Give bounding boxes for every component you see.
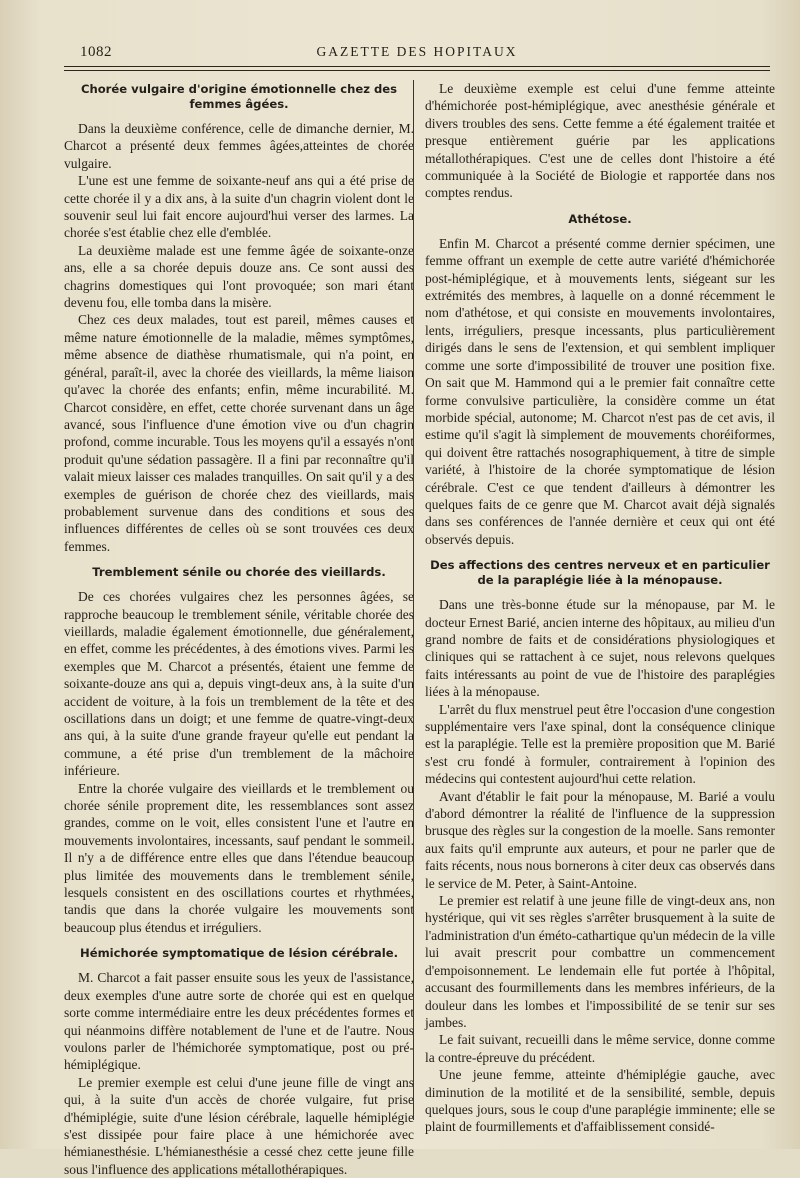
paragraph: Le premier exemple est celui d'une jeune fille de vingt ans qui, à la suite d'un accès de chorée vulgaire, fut prise d'hémiplégie, suite d'une lésion cérébrale, laquelle hémiplégie s'est dissipée pour faire place à une hémichorée avec hémianesthésie. L'hémianesthésie a cessé chez cette jeune fille sous l'influence des applications métallothérapiques.	[64, 1074, 414, 1177]
section-heading-paraplegie-menopause: Des affections des centres nerveux et en particulier de la paraplégie liée à la ménopause.	[430, 558, 770, 588]
paragraph: L'arrêt du flux menstruel peut être l'occasion d'une congestion supplémentaire vers l'axe spinal, dont la conséquence clinique est la paraplégie. Telle est la première proposition que M. Barié s'est cru fondé à formuler, contrairement à l'opinion des médecins qui contestent aujourd'hui cette relation.	[425, 701, 775, 787]
paragraph: La deuxième malade est une femme âgée de soixante-onze ans, elle a sa chorée depuis douze ans. Ce sont aussi des chagrins domestiques qui l'ont provoquée; son mari étant devenu fou, elle tomba dans la misère.	[64, 242, 414, 311]
paragraph: Enfin M. Charcot a présenté comme dernier spécimen, une femme offrant un exemple de cette autre variété d'hémichorée post-hémiplégique, et à mouvements lents, siégeant sur les extrémités des membres, à laquelle on a donné récemment le nom d'athétose, et qui consiste en mouvements involontaires, lents, irréguliers, presque incessants, plus particulièrement dirigés dans le sens de l'extension, et qui semblent impliquer comme une sorte d'impossibilité de trouver une position fixe. On sait que M. Hammond qui a le premier fait connaître cette forme convulsive particulière, la considère comme un état morbide spécial, autonome; M. Charcot n'est pas de cet avis, il estime qu'il s'agit là simplement de mouvements choréiformes, qui doivent être rattachés nosographiquement, à titre de simple variété, à l'histoire de la chorée symptomatique de lésion cérébrale. C'est ce que tendent d'ailleurs à démontrer les quelques faits de ce genre que M. Charcot avait déjà signalés dans ses conférences de l'année dernière et ceux qui ont été observés depuis.	[425, 235, 775, 547]
page-number: 1082	[80, 44, 112, 60]
paragraph: L'une est une femme de soixante-neuf ans qui a été prise de cette chorée il y a dix ans, à la suite d'un chagrin violent dont le souvenir seul lui fait encore aujourd'hui verser des larmes. La chorée s'est établie chez elle d'emblée.	[64, 173, 414, 241]
page-header	[64, 38, 770, 68]
paragraph: Chez ces deux malades, tout est pareil, mêmes causes et même nature émotionnelle de la maladie, mêmes symptômes, même absence de diathèse rhumatismale, qui n'a point, en général, paraît-il, avec la chorée des vieillards, la même liaison qu'avec la chorée des enfants; enfin, même incurabilité. M. Charcot considère, en effet, cette chorée survenant dans un âge avancé, sous l'influence d'une émotion vive ou d'un chagrin profond, comme incurable. Tous les moyens qu'il a essayés n'ont produit qu'une sédation passagère. Il a fini par reconnaître qu'il valait mieux laisser ces malades tranquilles. On sait qu'il y a des exemples de guérison de chorée chez des vieillards, mais probablement survenue dans des conditions et sous des influences différentes de celles où se sont trouvées ces deux femmes.	[64, 312, 414, 554]
paragraph: Dans la deuxième conférence, celle de dimanche dernier, M. Charcot a présenté deux femmes âgées,atteintes de chorée vulgaire.	[64, 121, 414, 171]
header-rule-thin	[64, 70, 770, 71]
paragraph: Avant d'établir le fait pour la ménopause, M. Barié a voulu d'abord démontrer la réalité de l'influence de la suppression brusque des règles sur la congestion de la moelle. Sans remonter aux faits qu'il emprunte aux auteurs, et pour ne parler que de faits récents, nous nous bornerons à citer deux cas observés dans le service de M. Peter, à Saint-Antoine.	[425, 788, 775, 891]
section-heading-hemichoree: Hémichorée symptomatique de lésion cérébrale.	[80, 946, 398, 961]
paragraph: Une jeune femme, atteinte d'hémiplégie gauche, avec diminution de la motilité et de la sensibilité, semble, depuis quelques jours, sous le coup d'une paraplégie imminente; elle se plaint de fourmillements et d'affaiblissement considé-	[425, 1067, 775, 1135]
right-column	[425, 80, 775, 1140]
paragraph: M. Charcot a fait passer ensuite sous les yeux de l'assistance, deux exemples d'une autre sorte de chorée qui est en quelque sorte comme intermédiaire entre les deux précédentes formes et qui néanmoins diffère notablement de l'une et de l'autre. Nous voulons parler de l'hémichorée symptomatique, post ou pré-hémiplégique.	[64, 970, 414, 1073]
journal-title: GAZETTE DES HOPITAUX	[316, 44, 518, 59]
left-column	[64, 80, 414, 1177]
header-rule	[64, 66, 770, 67]
paragraph: Le premier est relatif à une jeune fille de vingt-deux ans, non hystérique, qui vit ses règles s'arrêter brusquement à la suite de l'administration d'un éméto-cathartique qu'un médecin de la ville lui avait prescrit pour combattre un commencement d'empoisonnement. Le lendemain elle fut portée à l'hôpital, accusant des fourmillements dans les membres inférieurs, de la douleur dans les lombes et l'impossibilité de se tenir sur ses jambes.	[425, 893, 775, 1030]
paragraph: Dans une très-bonne étude sur la ménopause, par M. le docteur Ernest Barié, ancien interne des hôpitaux, au milieu d'un grand nombre de faits et de considérations physiologiques et cliniques qui se rattachent à ce sujet, nous relevons quelques faits intéressants au point de vue de l'histoire des paraplégies liées à la ménopause.	[425, 597, 775, 700]
section-heading-tremblement-senile: Tremblement sénile ou chorée des vieillards.	[92, 565, 386, 580]
paragraph: Entre la chorée vulgaire des vieillards et le tremblement ou chorée sénile proprement dite, les ressemblances sont assez grandes, comme on le voit, elles consistent l'une et l'autre en mouvements involontaires, incessants, sauf pendant le sommeil. Il n'y a de différence entre elles que dans l'étendue beaucoup plus limitée des mouvements dans le tremblement sénile, lesquels consistent en des oscillations courtes et rhythmées, tandis que dans la chorée vulgaire les mouvements sont beaucoup plus étendus et irréguliers.	[64, 780, 414, 935]
paragraph: Le fait suivant, recueilli dans le même service, donne comme la contre-épreuve du précédent.	[425, 1032, 775, 1065]
section-heading-choree-vulgaire: Chorée vulgaire d'origine émotionnelle chez des femmes âgées.	[80, 82, 398, 111]
section-heading-athetose: Athétose.	[568, 211, 632, 226]
paragraph: Le deuxième exemple est celui d'une femme atteinte d'hémichorée post-hémiplégique, avec anesthésie générale et divers troubles des sens. Cette femme a été également traitée et presque entièrement guérie par les applications métallothérapiques. C'est une de celles dont l'histoire a été communiquée à la Société de Biologie et rapportée dans nos comptes rendus.	[425, 81, 775, 201]
column-divider	[413, 80, 414, 1120]
paragraph: De ces chorées vulgaires chez les personnes âgées, se rapproche beaucoup le tremblement sénile, véritable chorée des vieillards, maladie également émotionnelle, due généralement, en effet, comme les précédentes, à des émotions vives. Parmi les exemples que M. Charcot a présentés, étaient une femme de soixante-douze ans qui a, depuis vingt-deux ans, à la suite d'un accident de voiture, à la fois un tremblement de la tête et des oscillations dans un doigt; et une femme de quatre-vingt-deux ans qui, à la suite d'une grande frayeur qu'elle eut pendant la commune, a été prise d'un tremblement de la mâchoire inférieure.	[64, 589, 414, 779]
